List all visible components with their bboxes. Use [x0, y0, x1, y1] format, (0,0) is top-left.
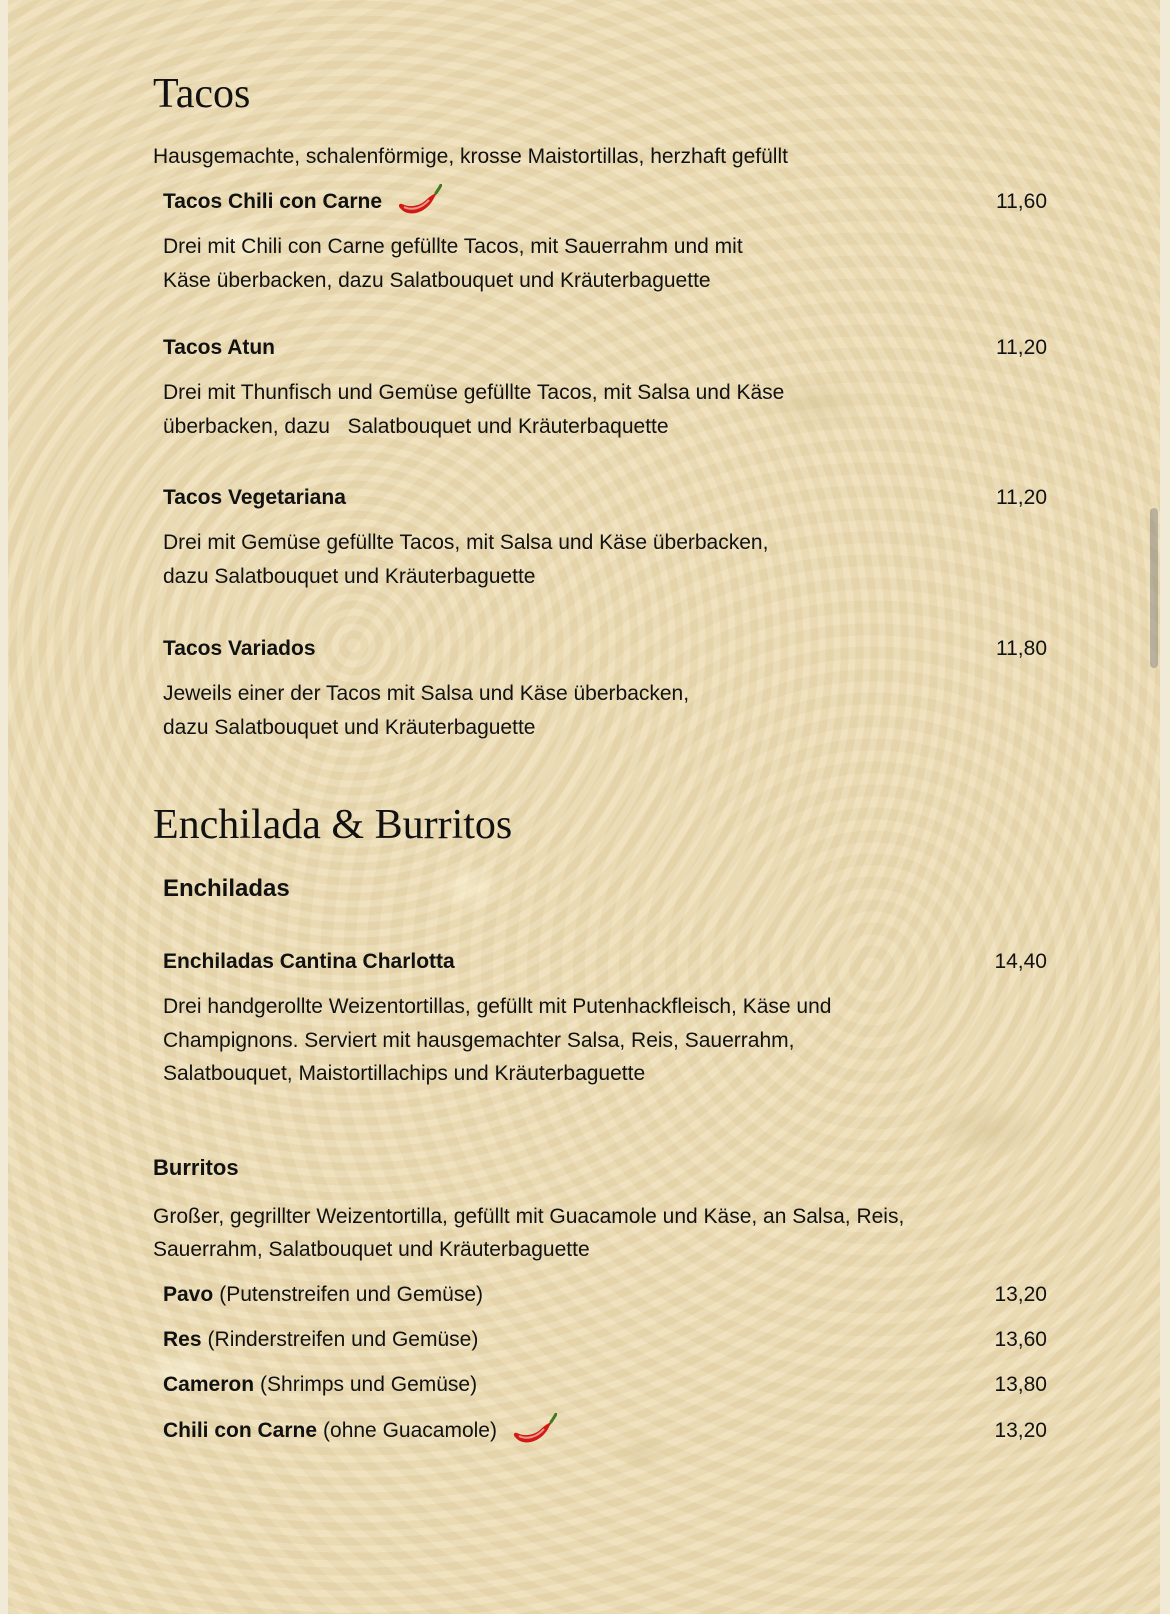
item-description: Drei mit Gemüse gefüllte Tacos, mit Salsa und Käse überbacken, dazu Salatbouquet und Kräuterbaguette [163, 531, 769, 588]
chili-pepper-icon [396, 184, 442, 220]
menu-item-tacos-variados [163, 634, 1047, 664]
menu-item-enchiladas-cantina-charlotta [163, 947, 1047, 977]
burritos-intro: Großer, gegrillter Weizentortilla, gefüllt mit Guacamole und Käse, an Salsa, Reis, Sauerrahm, Salatbouquet und Kräuterbaguette [153, 1205, 905, 1261]
menu-item-tacos-vegetariana [163, 483, 1047, 513]
item-name: Cameron [163, 1373, 255, 1396]
item-note: (Shrimps und Gemüse) [260, 1373, 478, 1396]
item-price: 13,20 [994, 1419, 1047, 1442]
item-name: Chili con Carne [163, 1419, 318, 1442]
item-note: (Rinderstreifen und Gemüse) [207, 1328, 479, 1351]
item-description: Drei handgerollte Weizentortillas, gefüllt mit Putenhackfleisch, Käse und Champignons. Serviert mit hausgemachter Salsa, Reis, Sauerrahm, Salatbouquet, Maistortillachips und Kräuterbaguette [163, 995, 832, 1085]
menu-item-burrito-res [163, 1325, 1047, 1355]
menu-page [8, 0, 1160, 1614]
menu-item-burrito-chili-con-carne [163, 1416, 1047, 1446]
item-price: 13,60 [994, 1328, 1047, 1351]
item-note: (ohne Guacamole) [323, 1419, 497, 1442]
item-price: 14,40 [994, 950, 1047, 973]
item-price: 11,20 [996, 336, 1047, 359]
menu-item-burrito-pavo [163, 1280, 1047, 1310]
item-price: 11,20 [996, 486, 1047, 509]
scrollbar-thumb[interactable] [1150, 508, 1158, 668]
menu-item-tacos-atun [163, 333, 1047, 363]
section-title-tacos: Tacos [153, 71, 251, 117]
tacos-intro: Hausgemachte, schalenförmige, krosse Maistortillas, herzhaft gefüllt [153, 145, 788, 168]
section-title-enchilada-burritos: Enchilada & Burritos [153, 802, 513, 848]
item-name: Tacos Chili con Carne [163, 190, 382, 213]
subheading-burritos: Burritos [153, 1155, 239, 1180]
item-price: 11,60 [996, 190, 1047, 213]
subheading-enchiladas: Enchiladas [163, 875, 290, 902]
item-price: 13,20 [994, 1283, 1047, 1306]
menu-item-tacos-chili-con-carne [163, 187, 1047, 217]
menu-item-burrito-cameron [163, 1370, 1047, 1400]
item-name: Tacos Atun [163, 336, 276, 359]
item-note: (Putenstreifen und Gemüse) [219, 1283, 484, 1306]
item-name: Tacos Vegetariana [163, 486, 346, 509]
item-name: Tacos Variados [163, 637, 316, 660]
item-name: Pavo [163, 1283, 214, 1306]
item-name: Enchiladas Cantina Charlotta [163, 950, 455, 973]
item-price: 11,80 [996, 637, 1047, 660]
chili-pepper-icon [511, 1413, 557, 1449]
item-price: 13,80 [994, 1373, 1047, 1396]
item-description: Drei mit Chili con Carne gefüllte Tacos, mit Sauerrahm und mit Käse überbacken, dazu Salatbouquet und Kräuterbaguette [163, 235, 743, 292]
item-description: Drei mit Thunfisch und Gemüse gefüllte Tacos, mit Salsa und Käse überbacken, dazu Salatbouquet und Kräuterbaquette [163, 381, 785, 438]
item-name: Res [163, 1328, 202, 1351]
item-description: Jeweils einer der Tacos mit Salsa und Käse überbacken, dazu Salatbouquet und Kräuterbaguette [163, 682, 690, 739]
